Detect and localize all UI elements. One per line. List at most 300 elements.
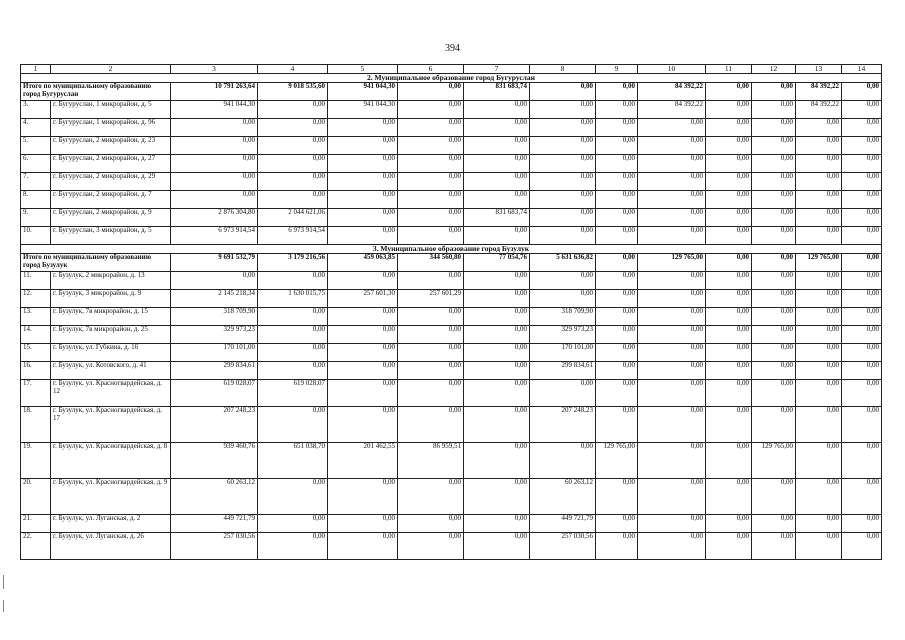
value-cell: 0,00	[328, 191, 398, 209]
value-cell: 0,00	[638, 155, 706, 173]
section-title: 2. Муниципальное образование город Бугуруслан	[21, 74, 882, 83]
value-cell: 0,00	[464, 191, 530, 209]
value-cell: 84 392,22	[638, 101, 706, 119]
value-cell: 0,00	[398, 272, 464, 290]
value-cell: 0,00	[464, 137, 530, 155]
column-number-cell: 3	[171, 65, 258, 74]
value-cell: 329 973,23	[530, 326, 596, 344]
value-cell: 0,00	[842, 515, 882, 533]
column-number-cell: 1	[21, 65, 51, 74]
value-cell: 0,00	[842, 380, 882, 407]
value-cell: 0,00	[638, 443, 706, 479]
value-cell: 0,00	[398, 326, 464, 344]
value-cell: 0,00	[752, 227, 796, 245]
value-cell: 0,00	[638, 479, 706, 515]
value-cell: 0,00	[530, 173, 596, 191]
value-cell: 0,00	[258, 191, 328, 209]
value-cell: 0,00	[638, 362, 706, 380]
value-cell: 170 101,00	[171, 344, 258, 362]
value-cell: 0,00	[842, 443, 882, 479]
address-cell: г. Бузулук, ул. Красногвардейская, д. 9	[51, 479, 171, 515]
value-cell: 0,00	[464, 344, 530, 362]
value-cell: 0,00	[638, 407, 706, 443]
value-cell: 0,00	[796, 209, 842, 227]
section-total-row	[21, 254, 882, 272]
row-number-cell: 12.	[21, 290, 51, 308]
total-value-cell: 0,00	[842, 254, 882, 272]
value-cell: 0,00	[842, 155, 882, 173]
value-cell: 6 973 914,54	[171, 227, 258, 245]
row-number-cell: 11.	[21, 272, 51, 290]
value-cell: 0,00	[171, 155, 258, 173]
total-value-cell: 84 392,22	[796, 83, 842, 101]
value-cell: 0,00	[464, 155, 530, 173]
value-cell: 0,00	[596, 407, 638, 443]
value-cell: 0,00	[328, 344, 398, 362]
row-number-cell: 13.	[21, 308, 51, 326]
value-cell: 0,00	[706, 173, 752, 191]
value-cell: 619 028,07	[171, 380, 258, 407]
value-cell: 0,00	[706, 227, 752, 245]
value-cell: 0,00	[706, 515, 752, 533]
value-cell: 0,00	[706, 443, 752, 479]
value-cell: 0,00	[796, 515, 842, 533]
total-value-cell: 941 044,30	[328, 83, 398, 101]
value-cell: 0,00	[398, 209, 464, 227]
row-number-cell: 18.	[21, 407, 51, 443]
value-cell: 0,00	[398, 479, 464, 515]
value-cell: 329 973,23	[171, 326, 258, 344]
value-cell: 0,00	[258, 479, 328, 515]
value-cell: 0,00	[258, 119, 328, 137]
value-cell: 0,00	[842, 308, 882, 326]
table-row	[21, 290, 882, 308]
address-cell: г. Бузулук, ул. Котовского, д. 41	[51, 362, 171, 380]
value-cell: 0,00	[596, 119, 638, 137]
value-cell: 0,00	[398, 533, 464, 560]
section-title-row	[21, 245, 882, 254]
value-cell: 0,00	[171, 137, 258, 155]
value-cell: 0,00	[752, 101, 796, 119]
value-cell: 0,00	[464, 227, 530, 245]
value-cell: 0,00	[638, 227, 706, 245]
value-cell: 0,00	[596, 209, 638, 227]
value-cell: 0,00	[796, 479, 842, 515]
row-number-cell: 4.	[21, 119, 51, 137]
value-cell: 0,00	[752, 209, 796, 227]
value-cell: 0,00	[706, 344, 752, 362]
row-number-cell: 20.	[21, 479, 51, 515]
value-cell: 0,00	[638, 344, 706, 362]
value-cell: 0,00	[258, 101, 328, 119]
value-cell: 0,00	[752, 290, 796, 308]
address-cell: г. Бузулук, ул. Красногвардейская, д. 12	[51, 380, 171, 407]
row-number-cell: 21.	[21, 515, 51, 533]
table-row	[21, 407, 882, 443]
table-row	[21, 308, 882, 326]
value-cell: 0,00	[638, 533, 706, 560]
table-row	[21, 344, 882, 362]
value-cell: 0,00	[842, 362, 882, 380]
value-cell: 299 834,61	[171, 362, 258, 380]
value-cell: 0,00	[638, 290, 706, 308]
value-cell: 0,00	[842, 119, 882, 137]
address-cell: г. Бузулук, ул. Красногвардейская, д. 8	[51, 443, 171, 479]
value-cell: 0,00	[258, 407, 328, 443]
total-value-cell: 0,00	[596, 83, 638, 101]
value-cell: 0,00	[258, 344, 328, 362]
total-value-cell: 0,00	[530, 83, 596, 101]
value-cell: 299 834,61	[530, 362, 596, 380]
value-cell: 0,00	[596, 227, 638, 245]
value-cell: 0,00	[752, 308, 796, 326]
value-cell: 0,00	[464, 101, 530, 119]
value-cell: 0,00	[842, 272, 882, 290]
value-cell: 0,00	[596, 308, 638, 326]
table-row	[21, 209, 882, 227]
total-value-cell: 5 631 636,82	[530, 254, 596, 272]
value-cell: 0,00	[530, 137, 596, 155]
row-number-cell: 5.	[21, 137, 51, 155]
value-cell: 0,00	[258, 155, 328, 173]
value-cell: 0,00	[752, 137, 796, 155]
value-cell: 651 038,70	[258, 443, 328, 479]
value-cell: 0,00	[464, 380, 530, 407]
value-cell: 0,00	[596, 137, 638, 155]
value-cell: 941 044,30	[171, 101, 258, 119]
value-cell: 0,00	[596, 533, 638, 560]
table-row	[21, 380, 882, 407]
value-cell: 0,00	[796, 155, 842, 173]
total-value-cell: 0,00	[752, 254, 796, 272]
total-value-cell: 831 683,74	[464, 83, 530, 101]
value-cell: 0,00	[596, 272, 638, 290]
value-cell: 0,00	[398, 407, 464, 443]
value-cell: 60 263,12	[530, 479, 596, 515]
value-cell: 0,00	[638, 173, 706, 191]
address-cell: г. Бузулук, 7в микрорайон, д. 25	[51, 326, 171, 344]
value-cell: 129 765,00	[596, 443, 638, 479]
row-number-cell: 7.	[21, 173, 51, 191]
value-cell: 0,00	[530, 155, 596, 173]
total-value-cell: 0,00	[842, 83, 882, 101]
total-value-cell: 129 765,00	[638, 254, 706, 272]
column-number-cell: 7	[464, 65, 530, 74]
value-cell: 0,00	[171, 191, 258, 209]
value-cell: 0,00	[596, 344, 638, 362]
total-value-cell: 129 765,00	[796, 254, 842, 272]
value-cell: 0,00	[638, 272, 706, 290]
value-cell: 0,00	[796, 137, 842, 155]
address-cell: г. Бугуруслан, 2 микрорайон, д. 27	[51, 155, 171, 173]
register-table	[20, 64, 882, 560]
value-cell: 0,00	[796, 227, 842, 245]
value-cell: 0,00	[328, 308, 398, 326]
table-row	[21, 155, 882, 173]
table-row	[21, 227, 882, 245]
value-cell: 0,00	[328, 137, 398, 155]
value-cell: 0,00	[530, 290, 596, 308]
value-cell: 0,00	[706, 407, 752, 443]
value-cell: 0,00	[530, 209, 596, 227]
value-cell: 0,00	[328, 119, 398, 137]
address-cell: г. Бузулук, ул. Луганская, д. 26	[51, 533, 171, 560]
value-cell: 0,00	[258, 326, 328, 344]
total-value-cell: 459 063,85	[328, 254, 398, 272]
value-cell: 0,00	[398, 308, 464, 326]
value-cell: 0,00	[752, 326, 796, 344]
total-value-cell: 344 560,80	[398, 254, 464, 272]
row-number-cell: 3.	[21, 101, 51, 119]
row-number-cell: 9.	[21, 209, 51, 227]
value-cell: 0,00	[464, 362, 530, 380]
value-cell: 0,00	[464, 173, 530, 191]
value-cell: 0,00	[842, 209, 882, 227]
value-cell: 0,00	[171, 272, 258, 290]
value-cell: 60 263,12	[171, 479, 258, 515]
value-cell: 0,00	[796, 344, 842, 362]
address-cell: г. Бугуруслан, 1 микрорайон, д. 5	[51, 101, 171, 119]
value-cell: 0,00	[752, 479, 796, 515]
value-cell: 0,00	[596, 515, 638, 533]
value-cell: 0,00	[638, 326, 706, 344]
table-row	[21, 362, 882, 380]
column-number-cell: 10	[638, 65, 706, 74]
value-cell: 0,00	[796, 362, 842, 380]
page-number: 394	[445, 43, 460, 54]
value-cell: 170 101,00	[530, 344, 596, 362]
value-cell: 0,00	[796, 290, 842, 308]
value-cell: 619 028,07	[258, 380, 328, 407]
value-cell: 0,00	[638, 119, 706, 137]
value-cell: 0,00	[328, 515, 398, 533]
value-cell: 0,00	[596, 326, 638, 344]
value-cell: 0,00	[398, 155, 464, 173]
value-cell: 0,00	[842, 101, 882, 119]
value-cell: 0,00	[842, 137, 882, 155]
value-cell: 0,00	[258, 515, 328, 533]
section-title: 3. Муниципальное образование город Бузулук	[21, 245, 882, 254]
value-cell: 86 959,51	[398, 443, 464, 479]
address-cell: г. Бузулук, ул. Губкина, д. 16	[51, 344, 171, 362]
value-cell: 0,00	[842, 479, 882, 515]
row-number-cell: 14.	[21, 326, 51, 344]
value-cell: 0,00	[842, 173, 882, 191]
value-cell: 0,00	[530, 443, 596, 479]
value-cell: 0,00	[398, 227, 464, 245]
value-cell: 0,00	[328, 479, 398, 515]
value-cell: 449 721,79	[171, 515, 258, 533]
value-cell: 0,00	[752, 119, 796, 137]
value-cell: 84 392,22	[796, 101, 842, 119]
value-cell: 0,00	[398, 191, 464, 209]
table-row	[21, 272, 882, 290]
value-cell: 0,00	[638, 191, 706, 209]
row-number-cell: 17.	[21, 380, 51, 407]
value-cell: 0,00	[638, 515, 706, 533]
table-row	[21, 533, 882, 560]
value-cell: 0,00	[638, 137, 706, 155]
value-cell: 0,00	[796, 380, 842, 407]
value-cell: 0,00	[596, 155, 638, 173]
value-cell: 0,00	[752, 362, 796, 380]
value-cell: 0,00	[258, 173, 328, 191]
value-cell: 0,00	[328, 227, 398, 245]
column-number-cell: 5	[328, 65, 398, 74]
value-cell: 0,00	[464, 326, 530, 344]
section-total-label: Итого по муниципальному образованию город Бузулук	[21, 254, 171, 272]
total-value-cell: 0,00	[398, 83, 464, 101]
value-cell: 0,00	[706, 380, 752, 407]
column-number-cell: 2	[51, 65, 171, 74]
value-cell: 0,00	[752, 155, 796, 173]
total-value-cell: 9 018 535,60	[258, 83, 328, 101]
row-number-cell: 16.	[21, 362, 51, 380]
row-number-cell: 10.	[21, 227, 51, 245]
value-cell: 0,00	[752, 515, 796, 533]
value-cell: 0,00	[706, 272, 752, 290]
total-value-cell: 0,00	[706, 83, 752, 101]
section-title-row	[21, 74, 882, 83]
total-value-cell: 77 054,76	[464, 254, 530, 272]
row-number-cell: 22.	[21, 533, 51, 560]
value-cell: 0,00	[328, 533, 398, 560]
scan-margin-mark	[3, 575, 4, 589]
table-body	[21, 65, 882, 560]
column-number-cell: 8	[530, 65, 596, 74]
column-number-cell: 6	[398, 65, 464, 74]
value-cell: 0,00	[796, 308, 842, 326]
value-cell: 318 709,90	[530, 308, 596, 326]
value-cell: 0,00	[638, 380, 706, 407]
table-row	[21, 515, 882, 533]
total-value-cell: 0,00	[706, 254, 752, 272]
table-row	[21, 443, 882, 479]
value-cell: 0,00	[398, 173, 464, 191]
value-cell: 0,00	[596, 362, 638, 380]
total-value-cell: 9 691 532,79	[171, 254, 258, 272]
value-cell: 0,00	[596, 290, 638, 308]
value-cell: 201 462,55	[328, 443, 398, 479]
value-cell: 0,00	[638, 308, 706, 326]
total-value-cell: 10 791 263,64	[171, 83, 258, 101]
value-cell: 941 044,30	[328, 101, 398, 119]
column-number-cell: 12	[752, 65, 796, 74]
total-value-cell: 3 179 216,56	[258, 254, 328, 272]
table-row	[21, 479, 882, 515]
value-cell: 0,00	[328, 362, 398, 380]
value-cell: 0,00	[796, 119, 842, 137]
value-cell: 0,00	[796, 272, 842, 290]
value-cell: 0,00	[596, 479, 638, 515]
value-cell: 0,00	[328, 380, 398, 407]
address-cell: г. Бугуруслан, 2 микрорайон, д. 9	[51, 209, 171, 227]
value-cell: 0,00	[596, 380, 638, 407]
column-number-cell: 4	[258, 65, 328, 74]
value-cell: 0,00	[706, 290, 752, 308]
table-row	[21, 101, 882, 119]
column-number-cell: 14	[842, 65, 882, 74]
value-cell: 257 030,56	[530, 533, 596, 560]
value-cell: 0,00	[752, 272, 796, 290]
value-cell: 0,00	[796, 173, 842, 191]
row-number-cell: 15.	[21, 344, 51, 362]
address-cell: г. Бузулук, 7в микрорайон, д. 15	[51, 308, 171, 326]
value-cell: 0,00	[842, 344, 882, 362]
value-cell: 0,00	[796, 326, 842, 344]
total-value-cell: 0,00	[596, 254, 638, 272]
value-cell: 0,00	[464, 290, 530, 308]
value-cell: 0,00	[464, 515, 530, 533]
value-cell: 0,00	[596, 191, 638, 209]
table-row	[21, 173, 882, 191]
value-cell: 0,00	[706, 308, 752, 326]
section-total-label: Итого по муниципальному образованию город Бугуруслан	[21, 83, 171, 101]
table-row	[21, 137, 882, 155]
value-cell: 0,00	[464, 119, 530, 137]
value-cell: 0,00	[328, 272, 398, 290]
total-value-cell: 0,00	[752, 83, 796, 101]
value-cell: 257 601,29	[398, 290, 464, 308]
value-cell: 0,00	[530, 191, 596, 209]
value-cell: 0,00	[171, 119, 258, 137]
value-cell: 0,00	[328, 209, 398, 227]
value-cell: 0,00	[638, 209, 706, 227]
row-number-cell: 6.	[21, 155, 51, 173]
value-cell: 0,00	[752, 407, 796, 443]
value-cell: 0,00	[398, 515, 464, 533]
value-cell: 0,00	[398, 119, 464, 137]
address-cell: г. Бузулук, ул. Красногвардейская, д. 17	[51, 407, 171, 443]
value-cell: 6 973 914,54	[258, 227, 328, 245]
value-cell: 0,00	[706, 119, 752, 137]
value-cell: 0,00	[842, 533, 882, 560]
value-cell: 0,00	[530, 101, 596, 119]
address-cell: г. Бузулук, ул. Луганская, д. 2	[51, 515, 171, 533]
address-cell: г. Бугуруслан, 2 микрорайон, д. 29	[51, 173, 171, 191]
value-cell: 2 145 218,34	[171, 290, 258, 308]
value-cell: 0,00	[796, 443, 842, 479]
total-value-cell: 84 392,22	[638, 83, 706, 101]
value-cell: 0,00	[258, 533, 328, 560]
column-number-cell: 13	[796, 65, 842, 74]
value-cell: 0,00	[530, 227, 596, 245]
value-cell: 0,00	[596, 173, 638, 191]
value-cell: 0,00	[464, 533, 530, 560]
address-cell: г. Бугуруслан, 2 микрорайон, д. 7	[51, 191, 171, 209]
value-cell: 0,00	[258, 137, 328, 155]
address-cell: г. Бузулук, 2 микрорайон, д. 13	[51, 272, 171, 290]
value-cell: 318 709,90	[171, 308, 258, 326]
value-cell: 0,00	[752, 173, 796, 191]
column-number-cell: 11	[706, 65, 752, 74]
value-cell: 0,00	[398, 362, 464, 380]
value-cell: 0,00	[706, 101, 752, 119]
value-cell: 0,00	[706, 191, 752, 209]
value-cell: 1 630 015,75	[258, 290, 328, 308]
value-cell: 0,00	[752, 344, 796, 362]
value-cell: 0,00	[398, 101, 464, 119]
register-table-container	[20, 64, 882, 560]
value-cell: 831 683,74	[464, 209, 530, 227]
value-cell: 0,00	[464, 479, 530, 515]
value-cell: 0,00	[706, 362, 752, 380]
table-row	[21, 191, 882, 209]
value-cell: 0,00	[328, 155, 398, 173]
value-cell: 0,00	[328, 407, 398, 443]
value-cell: 0,00	[796, 533, 842, 560]
value-cell: 0,00	[706, 155, 752, 173]
